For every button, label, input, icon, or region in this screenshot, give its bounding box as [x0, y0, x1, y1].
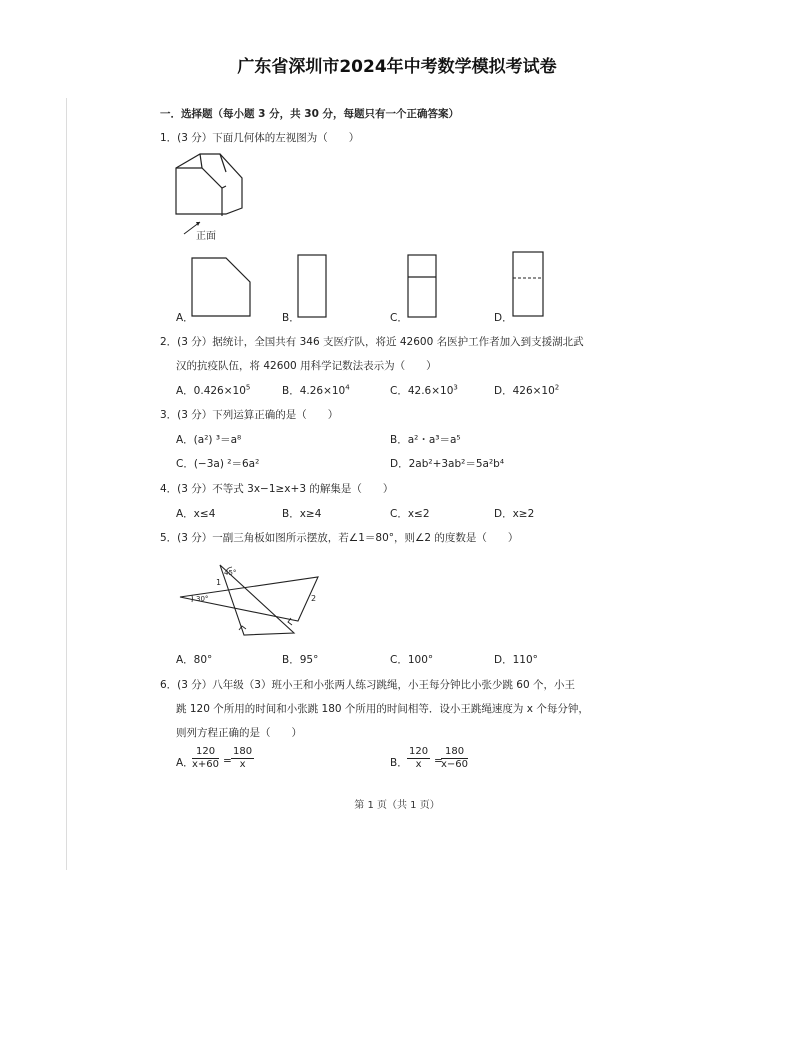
- q5-triangle-figure: [174, 555, 330, 639]
- q2-option-c: C．$42.6\times 10^3$: [390, 383, 458, 397]
- q1-option-d: D．: [494, 312, 513, 324]
- q2-option-b: B．$4.26\times 10^4$: [282, 383, 350, 397]
- q4-option-d: D．x≥2: [494, 508, 535, 520]
- q1-stem: 1．(3 分）下面几何体的左视图为（ ）: [160, 132, 360, 144]
- q1-option-b: B．: [282, 312, 300, 324]
- q5-option-b: B．95°: [282, 654, 319, 666]
- front-view-label: 正面: [196, 231, 216, 242]
- q1-option-a: A．: [176, 312, 194, 324]
- q5-option-d: D．110°: [494, 654, 538, 666]
- q3-stem: 3．(3 分）下列运算正确的是（ ）: [160, 409, 339, 421]
- q6-stem-line2: 跳 120 个所用的时间和小张跳 180 个所用的时间相等．设小王跳绳速度为 x 个每分钟，: [176, 703, 589, 715]
- q4-option-b: B．x≥4: [282, 508, 322, 520]
- q6-option-b-equals: =: [434, 755, 443, 767]
- q3-option-c: C．(−3a) ²＝6a²: [176, 458, 260, 470]
- q6-option-a-fraction-left: $\frac{120}{x+60}$: [192, 746, 220, 770]
- q4-option-c: C．x≤2: [390, 508, 430, 520]
- angle-1-label: 1: [216, 578, 222, 587]
- q5-option-a: A．80°: [176, 654, 213, 666]
- page-footer: 第 1 页（共 1 页）: [354, 800, 440, 811]
- q2-option-d: D．$426\times 10^2$: [494, 383, 560, 397]
- q3-option-a: A．(a²) ³＝a⁸: [176, 434, 242, 446]
- angle-45-label: 45°: [224, 569, 237, 577]
- section-header: 一．选择题（每小题 3 分，共 30 分，每题只有一个正确答案）: [160, 108, 460, 120]
- q1-option-b-figure: [296, 253, 330, 319]
- q6-option-a-label: A．: [176, 757, 194, 769]
- q6-option-b-fraction-right: $\frac{180}{x-60}$: [441, 746, 469, 770]
- q6-stem-line3: 则列方程正确的是（ ）: [176, 727, 302, 739]
- q2-stem-line2: 汉的抗疫队伍，将 42600 用科学记数法表示为（ ）: [176, 360, 437, 372]
- q6-stem-line1: 6．(3 分）八年级（3）班小王和小张两人练习跳绳，小王每分钟比小张少跳 60 个，小王: [160, 679, 576, 691]
- q5-option-c: C．100°: [390, 654, 434, 666]
- page-title: 广东省深圳市2024年中考数学模拟考试卷: [237, 57, 557, 77]
- angle-30-label: 30°: [196, 595, 209, 603]
- q6-option-b-fraction-left: $\frac{120}{x}$: [409, 746, 429, 770]
- q1-option-d-figure: [511, 250, 547, 318]
- q2-option-a: A．$0.426\times 10^5$: [176, 383, 251, 397]
- q1-option-a-figure: [190, 256, 254, 320]
- q1-option-c: C．: [390, 312, 408, 324]
- q3-option-b: B．a²・a³＝a⁵: [390, 434, 461, 446]
- q4-stem: 4．(3 分）不等式 3x−1≥x+3 的解集是（ ）: [160, 483, 394, 495]
- q4-option-a: A．x≤4: [176, 508, 216, 520]
- q6-option-a-fraction-right: $\frac{180}{x}$: [233, 746, 253, 770]
- q5-stem: 5．(3 分）一副三角板如图所示摆放，若∠1＝80°，则∠2 的度数是（ ）: [160, 532, 519, 544]
- q6-option-a-equals: =: [223, 755, 232, 767]
- q1-option-c-figure: [406, 253, 440, 319]
- q3-option-d: D．2ab²+3ab²＝5a²b⁴: [390, 458, 505, 470]
- angle-2-label: 2: [311, 594, 317, 603]
- q6-option-b-label: B．: [390, 757, 408, 769]
- q2-stem-line1: 2．(3 分）据统计，全国共有 346 支医疗队，将近 42600 名医护工作者加入到支援湖北武: [160, 336, 584, 348]
